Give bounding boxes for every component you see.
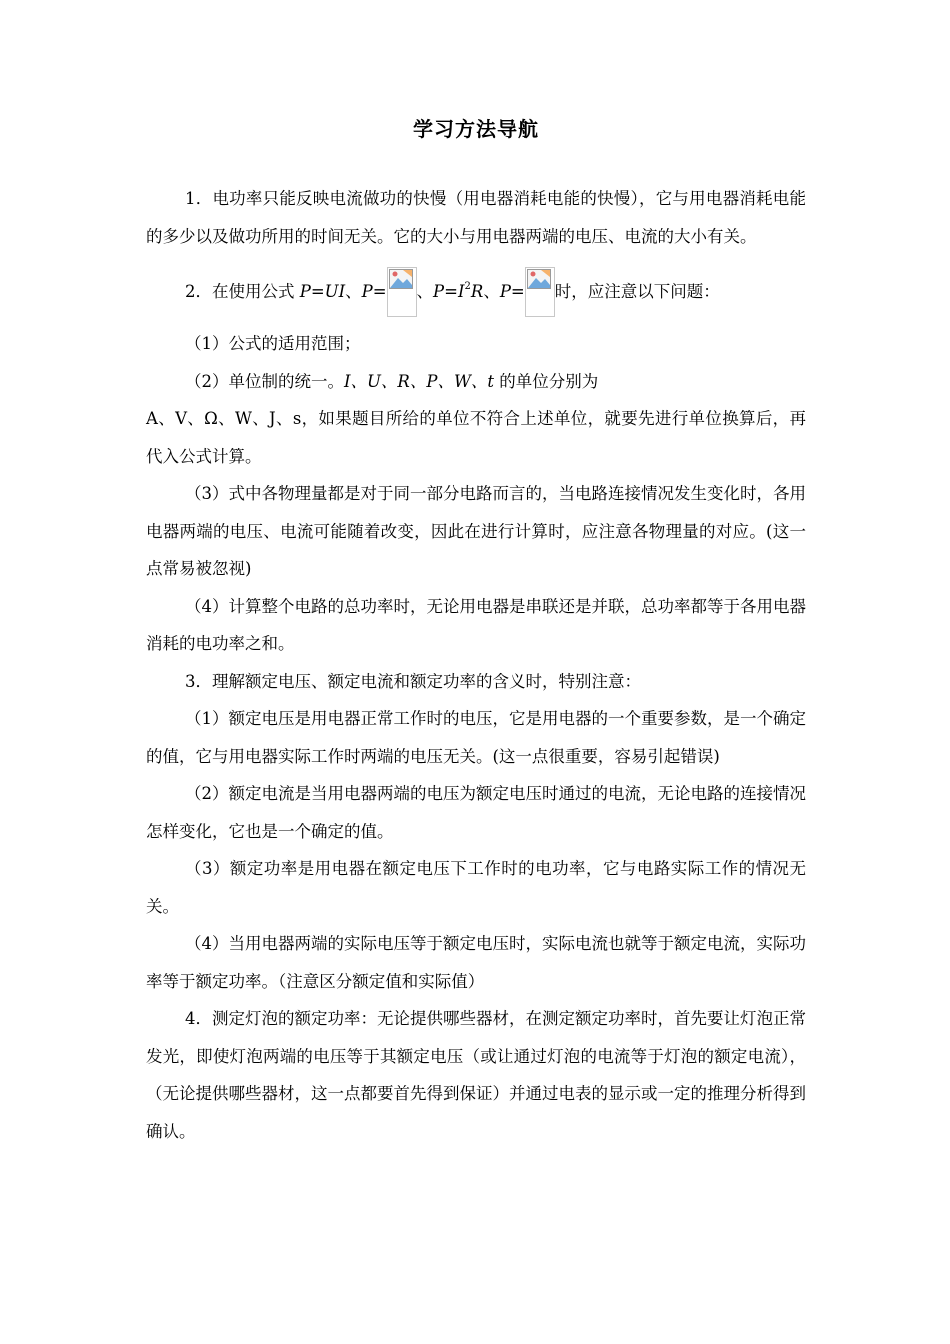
separator: 、 (483, 282, 500, 301)
unit-variables: I、U、R、P、W、t (344, 371, 495, 391)
formula-p-i2r-b: R (470, 282, 484, 301)
paragraph-1: 1．电功率只能反映电流做功的快慢（用电器消耗电能的快慢），它与用电器消耗电能的多少以及做功所用的时间无关。它的大小与用电器两端的电压、电流的大小有关。 (146, 189, 806, 246)
formula-p-eq-2: P= (499, 282, 525, 301)
paragraph-2-2 (146, 363, 806, 401)
formula-p-i2r-a: P=I (433, 282, 465, 301)
formula-superscript: 2 (464, 281, 471, 292)
paragraph-2-2-units: A、V、Ω、W、J、s，如果题目所给的单位不符合上述单位，就要先进行单位换算后，再代入公式计算。 (146, 409, 806, 466)
broken-image-icon (389, 269, 413, 289)
paragraph-2-tail: 时，应注意以下问题： (554, 282, 720, 301)
formula-image-1 (387, 267, 417, 317)
paragraph-3-1: （1）额定电压是用电器正常工作时的电压，它是用电器的一个重要参数，是一个确定的值，它与用电器实际工作时两端的电压无关。(这一点很重要，容易引起错误) (146, 709, 806, 766)
separator: 、 (345, 282, 362, 301)
paragraph-3-4: （4）当用电器两端的实际电压等于额定电压时，实际电流也就等于额定电流，实际功率等于额定功率。（注意区分额定值和实际值） (146, 934, 806, 991)
paragraph-2-4: （4）计算整个电路的总功率时，无论用电器是串联还是并联，总功率都等于各用电器消耗的电功率之和。 (146, 596, 806, 653)
paragraph-2-1: （1）公式的适用范围； (185, 334, 361, 353)
paragraph-2-3: （3）式中各物理量都是对于同一部分电路而言的，当电路连接情况发生变化时，各用电器两端的电压、电流可能随着改变，因此在进行计算时，应注意各物理量的对应。(这一点常易被忽视) (146, 484, 806, 578)
paragraph-3-2: （2）额定电流是当用电器两端的电压为额定电压时通过的电流，无论电路的连接情况怎样变化，它也是一个确定的值。 (146, 784, 806, 841)
paragraph-3: 3．理解额定电压、额定电流和额定功率的含义时，特别注意： (185, 671, 641, 691)
paragraph-2-2-mid: 的单位分别为 (494, 371, 599, 391)
broken-image-icon (527, 269, 551, 289)
paragraph-3-3: （3）额定功率是用电器在额定电压下工作时的电功率，它与电路实际工作的情况无关。 (146, 859, 806, 916)
formula-p-eq-1: P= (361, 282, 387, 301)
formula-image-2 (525, 267, 555, 317)
document-body (146, 180, 806, 1150)
paragraph-2 (146, 267, 806, 317)
paragraph-4: 4．测定灯泡的额定功率：无论提供哪些器材，在测定额定功率时，首先要让灯泡正常发光，即使灯泡两端的电压等于其额定电压（或让通过灯泡的电流等于灯泡的额定电流），（无论提供哪些器材，这一点都要首先得到保证）并通过电表的显示或一定的推理分析得到确认。 (146, 1009, 806, 1141)
paragraph-2-lead: 2．在使用公式 (185, 282, 300, 301)
paragraph-2-2-lead: （2）单位制的统一。 (185, 371, 344, 391)
separator: 、 (416, 282, 434, 301)
page-title: 学习方法导航 (413, 117, 539, 141)
formula-p-ui: P=UI (299, 282, 346, 301)
